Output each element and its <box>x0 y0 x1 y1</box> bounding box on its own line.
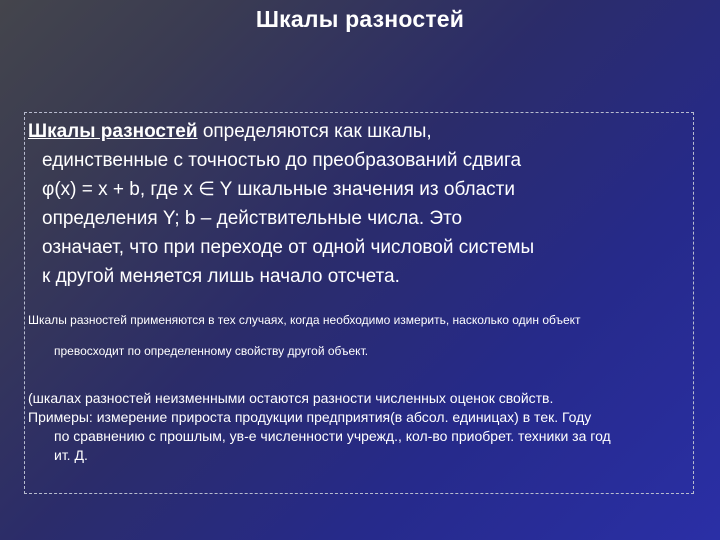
main-line-1-rest: определяются как шкалы, <box>197 121 432 142</box>
main-line-5: означает, что при переходе от одной числовой системы <box>42 237 535 258</box>
examples-line-1: (шкалах разностей неизменными остаются разности численных оценок свойств. <box>28 390 554 406</box>
slide-title: Шкалы разностей <box>255 6 465 32</box>
term-highlight: Шкалы разностей <box>28 121 198 142</box>
main-line-3: φ(x) = x + b, где x ∈ Y шкальные значения из области <box>42 179 515 200</box>
usage-line-1: Шкалы разностей применяются в тех случаях, когда необходимо измерить, насколько один объект <box>28 313 581 327</box>
examples-line-2: Примеры: измерение прироста продукции предприятия(в абсол. единицах) в тек. Году <box>28 409 592 425</box>
main-line-4: определения Y; b – действительные числа. Это <box>42 208 463 229</box>
usage-line-2 <box>28 344 368 358</box>
main-definition-paragraph <box>28 117 688 291</box>
usage-line-2-text: превосходит по определенному свойству другой объект. <box>54 344 369 358</box>
examples-line-3: по сравнению с прошлым, ув-е численности учрежд., кол-во приобрет. техники за год <box>54 428 611 444</box>
main-line-6: к другой меняется лишь начало отсчета. <box>42 266 400 287</box>
main-line-2: единственные с точностью до преобразований сдвига <box>42 150 522 171</box>
content-text-box[interactable] <box>24 112 694 494</box>
examples-line-4: ит. Д. <box>54 447 88 463</box>
examples-paragraph <box>28 389 611 465</box>
main-line-1 <box>28 117 688 146</box>
